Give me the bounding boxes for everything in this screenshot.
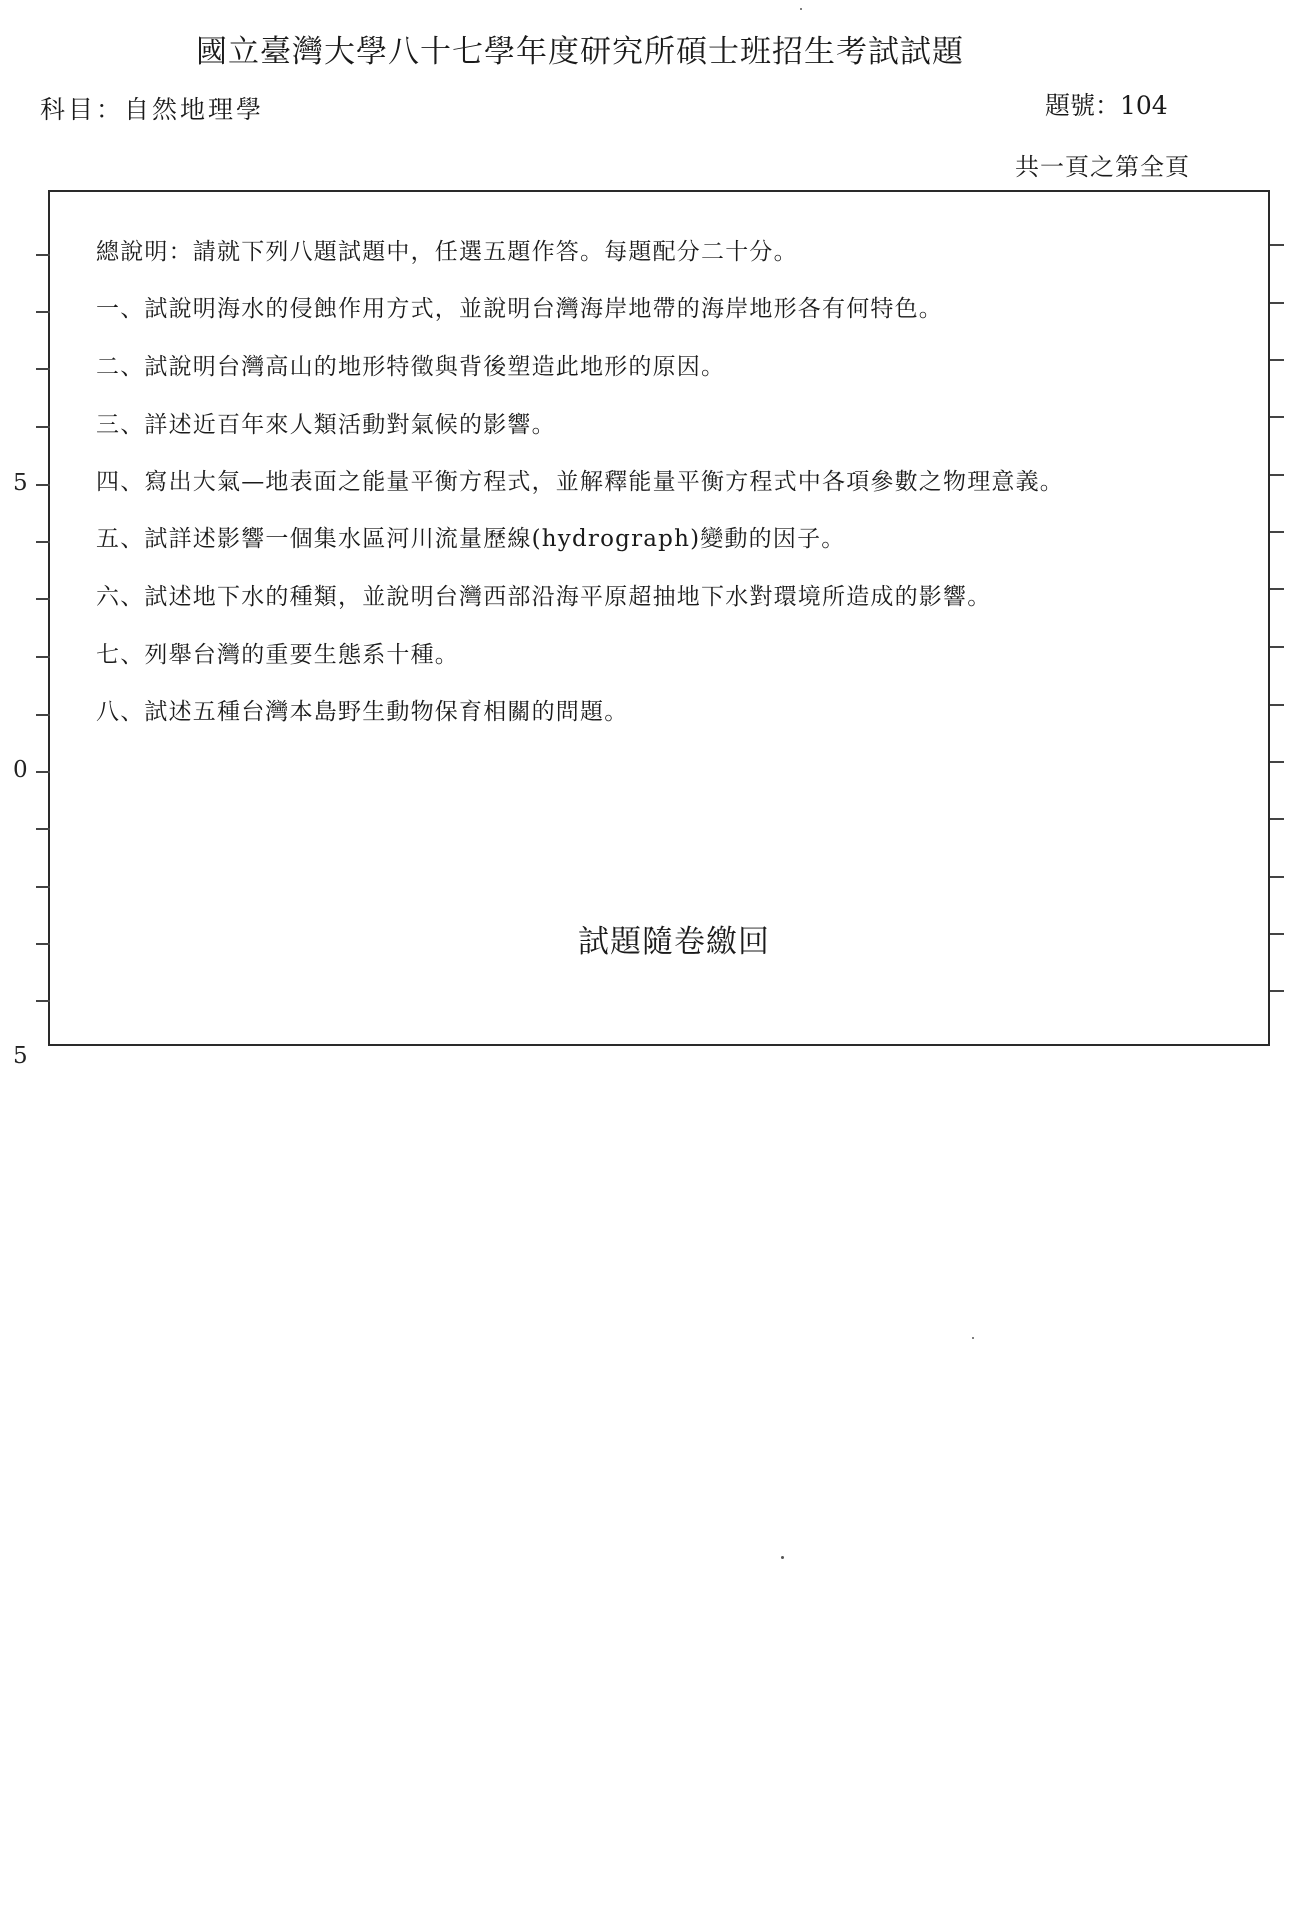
question-4: 四、寫出大氣—地表面之能量平衡方程式，並解釋能量平衡方程式中各項參數之物理意義。: [96, 469, 1064, 495]
margin-tick: [36, 886, 50, 888]
margin-tick: [1270, 416, 1284, 418]
margin-tick: [36, 714, 50, 716]
margin-tick: [36, 656, 50, 658]
margin-tick: [1270, 531, 1284, 533]
question-1: 一、試說明海水的侵蝕作用方式，並說明台灣海岸地帶的海岸地形各有何特色。: [96, 296, 943, 322]
margin-tick: [36, 484, 50, 486]
margin-tick: [1270, 761, 1284, 763]
question-7: 七、列舉台灣的重要生態系十種。: [96, 642, 459, 668]
question-number: 題號：104: [1045, 91, 1168, 120]
question-8: 八、試述五種台灣本島野生動物保育相關的問題。: [96, 699, 629, 725]
margin-tick: [1270, 588, 1284, 590]
margin-tick: [36, 771, 50, 773]
exam-title: 國立臺灣大學八十七學年度研究所碩士班招生考試試題: [196, 34, 964, 70]
margin-tick: [1270, 244, 1284, 246]
margin-tick: [36, 1000, 50, 1002]
margin-number: 0: [13, 757, 28, 783]
margin-tick: [36, 541, 50, 543]
margin-tick: [1270, 359, 1284, 361]
margin-tick: [36, 368, 50, 370]
margin-number: 5: [13, 1043, 28, 1069]
margin-tick: [1270, 990, 1284, 992]
question-3: 三、詳述近百年來人類活動對氣候的影響。: [96, 412, 556, 438]
margin-tick: [36, 943, 50, 945]
question-2: 二、試說明台灣高山的地形特徵與背後塑造此地形的原因。: [96, 354, 726, 380]
scan-speck: [800, 8, 802, 10]
scan-speck: [781, 1556, 784, 1559]
margin-tick: [36, 828, 50, 830]
margin-tick: [1270, 646, 1284, 648]
margin-tick: [1270, 818, 1284, 820]
subject-label: 科目：自然地理學: [40, 95, 265, 124]
return-exam-note: 試題隨卷繳回: [578, 924, 770, 960]
scan-speck: [972, 1337, 974, 1339]
margin-tick: [1270, 876, 1284, 878]
margin-tick: [36, 426, 50, 428]
margin-number: 5: [13, 470, 28, 496]
page-info: 共一頁之第全頁: [1015, 153, 1190, 181]
question-6: 六、試述地下水的種類，並說明台灣西部沿海平原超抽地下水對環境所造成的影響。: [96, 584, 992, 610]
margin-tick: [1270, 933, 1284, 935]
margin-tick: [1270, 474, 1284, 476]
margin-tick: [36, 311, 50, 313]
margin-tick: [36, 254, 50, 256]
margin-tick: [1270, 704, 1284, 706]
question-5: 五、試詳述影響一個集水區河川流量歷線(hydrograph)變動的因子。: [96, 526, 846, 552]
margin-tick: [1270, 302, 1284, 304]
general-instructions: 總說明：請就下列八題試題中，任選五題作答。每題配分二十分。: [96, 239, 798, 265]
margin-tick: [36, 598, 50, 600]
